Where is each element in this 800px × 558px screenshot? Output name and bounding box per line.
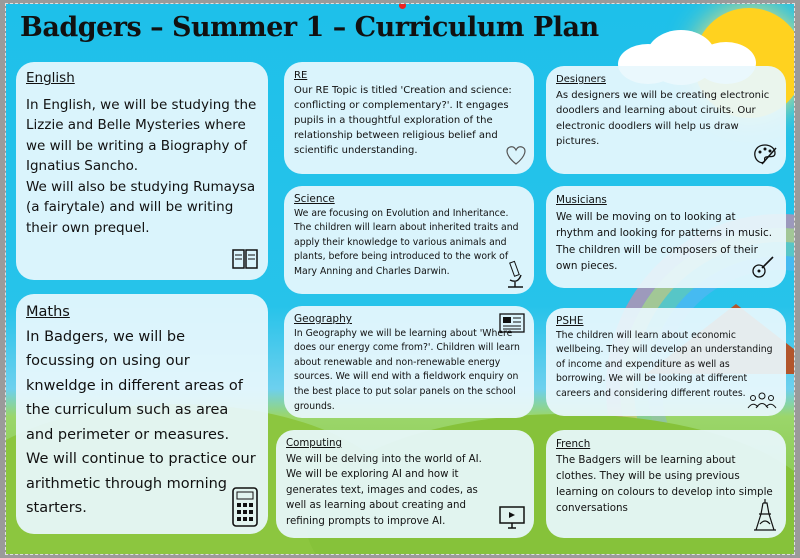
pshe-heading: PSHE: [556, 315, 584, 327]
musicians-text: We will be moving on to looking at rhythm and looking for patterns in music. The children will be composers of their own pieces.: [556, 210, 773, 272]
computer-icon: [498, 504, 526, 532]
computing-card: [276, 430, 534, 538]
eiffel-tower-icon: [752, 498, 778, 532]
science-heading: Science: [294, 193, 335, 205]
english-card: [16, 62, 268, 280]
newspaper-icon: [498, 312, 526, 334]
maths-heading: Maths: [26, 304, 70, 320]
designers-heading: Designers: [556, 74, 606, 85]
re-heading: RE: [294, 70, 308, 81]
maths-card: [16, 294, 268, 534]
french-text: The Badgers will be learning about clothes. They will be using previous learning on colours to develop into simple conversations: [556, 454, 773, 514]
english-heading: English: [26, 70, 75, 86]
english-text-2: We will also be studying Rumaysa (a fairytale) and will be writing their own prequel.: [26, 178, 256, 236]
designers-text: As designers we will be creating electronic doodlers and learning about ciruits. Our electronic doodlers will help us draw pictures.: [556, 89, 770, 147]
heart-icon: [504, 144, 528, 166]
science-card: [284, 186, 534, 294]
re-card: [284, 62, 534, 174]
science-text: We are focusing on Evolution and Inheritance. The children will learn about inherited traits and apply their knowledge to various animals and plants, before being introduced to the work of Mary Anning and Charles Darwin.: [294, 207, 519, 277]
french-card: [546, 430, 786, 538]
selection-handle[interactable]: [399, 4, 406, 9]
maths-text-2: We will continue to practice our arithmetic through morning starters.: [26, 451, 256, 516]
calculator-icon: [230, 486, 260, 528]
english-text-1: In English, we will be studying the Lizzie and Belle Mysteries where we will be writing a Biography of Ignatius Sancho.: [26, 96, 257, 174]
computing-text: We will be delving into the world of AI. We will be exploring AI and how it generates text, images and codes, as well as learning about creating and refining prompts to improve AI.: [286, 453, 482, 527]
french-heading: French: [556, 438, 591, 450]
paint-palette-icon: [752, 142, 778, 168]
microscope-icon: [504, 260, 526, 290]
maths-text-1: In Badgers, we will be focussing on using our knweldge in different areas of the curriculum such as area and perimeter or measures.: [26, 328, 243, 443]
computing-heading: Computing: [286, 438, 342, 449]
re-text: Our RE Topic is titled 'Creation and science: conflicting or complementary?'. It engages pupils in a thoughtful exploration of the relationship between religious belief and scientific understanding.: [294, 85, 512, 156]
musicians-heading: Musicians: [556, 194, 607, 206]
musicians-card: [546, 186, 786, 288]
pshe-text: The children will learn about economic wellbeing. They will develop an understanding of income and expenditure as well as borrowing. We will be looking at different careers and considering different routes.: [556, 329, 773, 399]
guitar-icon: [750, 254, 776, 280]
book-icon: [230, 244, 260, 274]
group-icon: [746, 390, 778, 410]
geography-card: [284, 306, 534, 418]
designers-card: [546, 66, 786, 174]
geography-text: In Geography we will be learning about 'Where does our energy come from?'. Children will learn about renewable and non-renewable energy sources. We will end with a fieldwork enquiry on the best place to put solar panels on the school grounds.: [294, 327, 520, 412]
curriculum-slide: [6, 4, 794, 554]
pshe-card: [546, 308, 786, 416]
page-title: Badgers – Summer 1 – Curriculum Plan: [20, 12, 599, 43]
geography-heading: Geography: [294, 313, 352, 325]
